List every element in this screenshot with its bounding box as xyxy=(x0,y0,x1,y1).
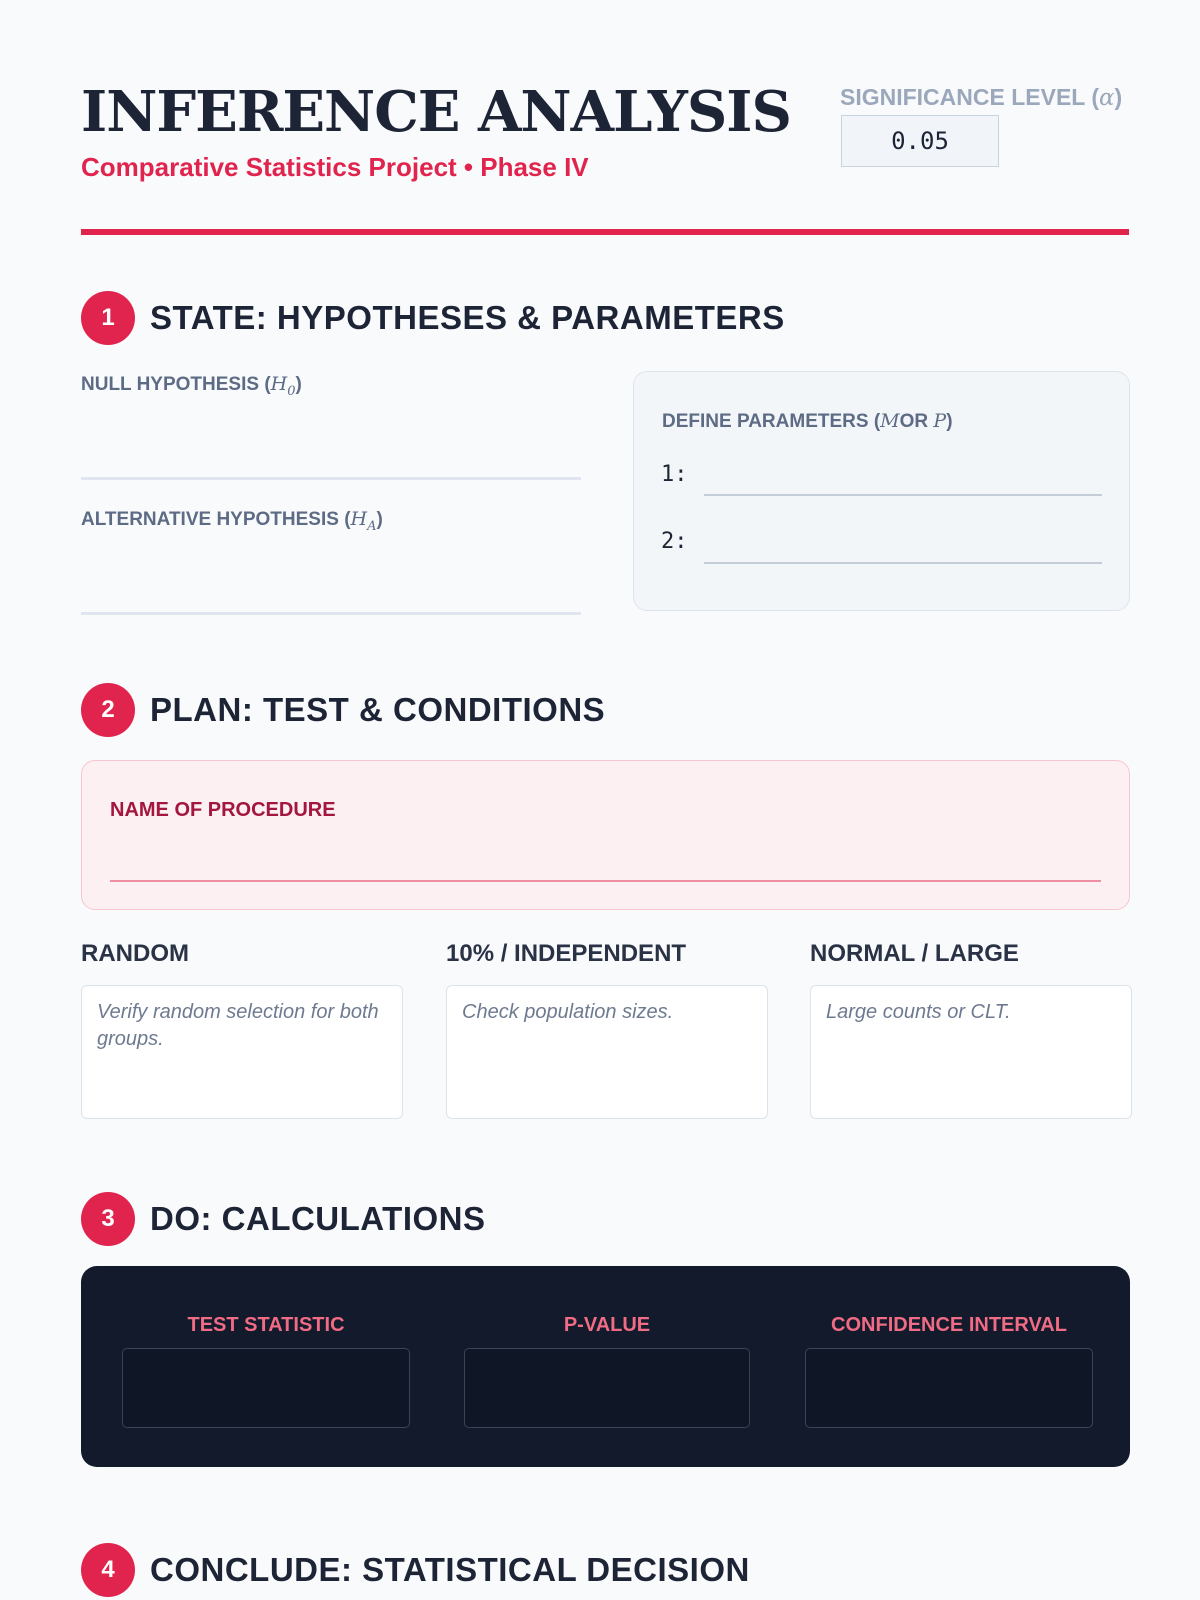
condition-normal-field[interactable]: Large counts or CLT. xyxy=(810,985,1132,1119)
parameter-1-input-line[interactable] xyxy=(704,494,1102,496)
confidence-interval-field[interactable] xyxy=(805,1348,1093,1428)
alpha-symbol: α xyxy=(1099,85,1115,111)
section-2-header xyxy=(81,683,605,737)
confidence-interval-label: CONFIDENCE INTERVAL xyxy=(831,1314,1067,1336)
section-number-badge: 3 xyxy=(81,1192,135,1246)
alternative-hypothesis-input-line[interactable] xyxy=(81,612,581,615)
null-hypothesis-label: NULL HYPOTHESIS $(H_0)$ xyxy=(81,373,302,399)
parameters-label: DEFINE PARAMETERS (MOR P) xyxy=(662,410,953,432)
significance-level-field[interactable]: 0.05 xyxy=(841,115,999,167)
section-title: PLAN: TEST & CONDITIONS xyxy=(150,691,606,728)
parameter-1-label: 1: xyxy=(661,462,688,487)
calculations-panel xyxy=(81,1266,1130,1467)
header-divider xyxy=(81,229,1129,235)
test-statistic-label: TEST STATISTIC xyxy=(187,1314,345,1336)
section-4-header xyxy=(81,1543,750,1597)
condition-normal-label: NORMAL / LARGE xyxy=(810,940,1019,967)
section-title: CONCLUDE: STATISTICAL DECISION xyxy=(150,1551,750,1588)
p-value-field[interactable] xyxy=(464,1348,750,1428)
parameter-2-input-line[interactable] xyxy=(704,562,1102,564)
procedure-card xyxy=(81,760,1130,910)
p-value-label: P-VALUE xyxy=(563,1314,651,1336)
condition-random-label: RANDOM xyxy=(81,940,189,967)
section-number-badge: 4 xyxy=(81,1543,135,1597)
procedure-label: NAME OF PROCEDURE xyxy=(110,799,336,821)
page-title: INFERENCE ANALYSIS xyxy=(81,79,791,145)
section-title: STATE: HYPOTHESES & PARAMETERS xyxy=(150,299,785,336)
section-title: DO: CALCULATIONS xyxy=(150,1200,486,1237)
parameter-2-label: 2: xyxy=(661,529,688,554)
condition-independent-label: 10% / INDEPENDENT xyxy=(446,940,687,967)
alternative-hypothesis-label: ALTERNATIVE HYPOTHESIS $(H_A)$ xyxy=(81,508,383,534)
null-hypothesis-input-line[interactable] xyxy=(81,477,581,480)
page-subtitle: Comparative Statistics Project • Phase IV xyxy=(81,152,589,182)
section-number-badge: 2 xyxy=(81,683,135,737)
condition-random-field[interactable]: Verify random selection for both groups. xyxy=(81,985,403,1119)
parameters-card xyxy=(633,371,1130,611)
section-number-badge: 1 xyxy=(81,291,135,345)
section-3-header xyxy=(81,1192,486,1246)
section-1-header xyxy=(81,291,785,345)
condition-independent-field[interactable]: Check population sizes. xyxy=(446,985,768,1119)
significance-level-label: SIGNIFICANCE LEVEL (α) xyxy=(840,84,1123,111)
test-statistic-field[interactable] xyxy=(122,1348,410,1428)
procedure-input-line[interactable] xyxy=(110,880,1101,882)
